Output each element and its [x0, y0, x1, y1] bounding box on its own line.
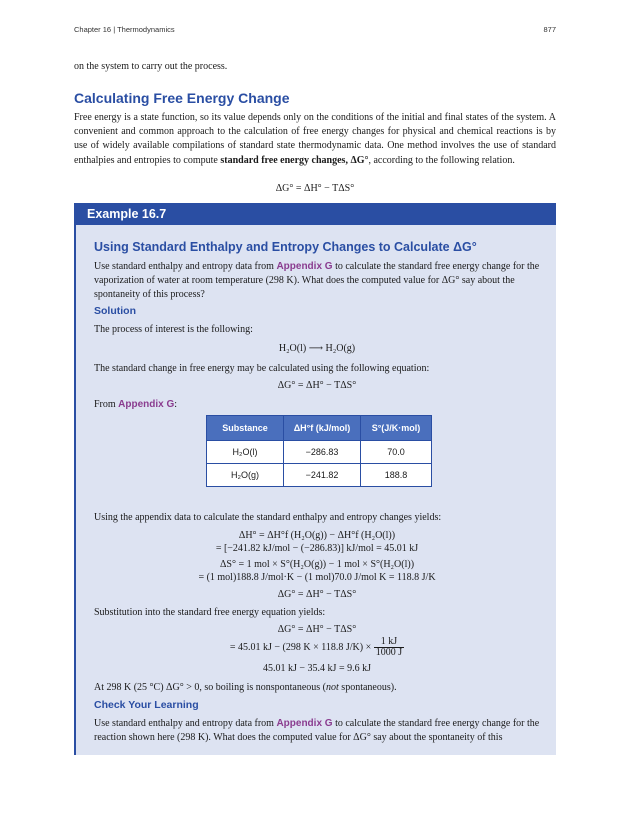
appendix-link[interactable]: Appendix G: [276, 718, 333, 729]
check-learning-heading: Check Your Learning: [94, 699, 199, 711]
table-cell: 70.0: [361, 441, 432, 464]
from-appendix-text: From Appendix G:: [94, 399, 178, 410]
example-title: Using Standard Enthalpy and Entropy Changes to Calculate ΔG°: [94, 240, 477, 254]
table-header: S°(J/K·mol): [361, 416, 432, 441]
appendix-link[interactable]: Appendix G: [276, 261, 333, 272]
calc-line: ΔG° = ΔH° − TΔS°: [277, 589, 357, 600]
thermo-data-table: [206, 415, 432, 487]
table-row: [207, 464, 432, 487]
reaction-equation: H₂O(l) ⟶ H₂O(g): [278, 343, 356, 354]
intro-paragraph: Free energy is a state function, so its value depends only on the conditions of the initial and final states of the system. A convenient and common approach to the calculation of free energy changes for physical and chemical reactions is by use of widely available compilations of standard state thermodynamic data. One method involves the use of standard enthalpies and entropies to compute standard free energy changes, ΔG°, according to the following relation.: [74, 112, 556, 166]
main-equation: ΔG° = ΔH° − TΔS°: [275, 183, 355, 194]
subst-line: ΔG° = ΔH° − TΔS°: [277, 624, 357, 635]
calc-line: ΔH° = ΔH°f (H₂O(g)) − ΔH°f (H₂O(l)): [238, 530, 396, 541]
calc-text: The standard change in free energy may be calculated using the following equation:: [94, 363, 430, 374]
chapter-label: Chapter 16 | Thermodynamics: [74, 25, 175, 34]
table-cell: H₂O(g): [207, 464, 284, 487]
table-cell: H₂O(l): [207, 441, 284, 464]
unit-fraction: $\frac{1 kJ}{1000 J}$: [375, 636, 403, 658]
calc-line: = [−241.82 kJ/mol − (−286.83)] kJ/mol = 45.01 kJ: [215, 543, 419, 554]
using-text: Using the appendix data to calculate the standard enthalpy and entropy changes yields:: [94, 512, 442, 523]
example-box: [74, 225, 556, 755]
page-number: 877: [543, 25, 556, 34]
table-cell: 188.8: [361, 464, 432, 487]
table-header: Substance: [207, 416, 284, 441]
table-header-row: [207, 416, 432, 441]
section-title: Calculating Free Energy Change: [74, 90, 290, 106]
table-cell: −286.83: [284, 441, 361, 464]
check-learning-text: Use standard enthalpy and entropy data from Appendix G to calculate the standard free energy change for the reaction shown here (298 K). What does the computed value for ΔG° say about the spontaneity of this: [94, 718, 540, 744]
lead-text: on the system to carry out the process.: [74, 61, 228, 72]
table-row: [207, 441, 432, 464]
appendix-link[interactable]: Appendix G: [118, 399, 175, 410]
subst-line-fraction: = 45.01 kJ − (298 K × 118.8 J/K) × $\frac{1 kJ}{1000 J}$: [229, 636, 403, 658]
table-header: ΔH°f (kJ/mol): [284, 416, 361, 441]
calc-line: ΔS° = 1 mol × S°(H₂O(g)) − 1 mol × S°(H₂O(l)): [219, 559, 415, 570]
process-text: The process of interest is the following:: [94, 324, 253, 335]
calc-line: = (1 mol)188.8 J/mol·K − (1 mol)70.0 J/mol K = 118.8 J/K: [198, 572, 436, 583]
table-cell: −241.82: [284, 464, 361, 487]
example-question: Use standard enthalpy and entropy data from Appendix G to calculate the standard free energy change for the vaporization of water at room temperature (298 K). What does the computed value for ΔG° say about the spontaneity of this process?: [94, 261, 540, 301]
substitution-text: Substitution into the standard free energy equation yields:: [94, 607, 326, 618]
intro-bold-term: standard free energy changes, ΔG°: [220, 154, 369, 166]
conclusion-text: At 298 K (25 °C) ΔG° > 0, so boiling is nonspontaneous (not spontaneous).: [94, 682, 397, 693]
example-header: Example 16.7: [74, 203, 556, 225]
page-header: [74, 25, 556, 34]
solution-heading: Solution: [94, 305, 136, 317]
free-energy-equation: ΔG° = ΔH° − TΔS°: [277, 380, 357, 391]
result-line: 45.01 kJ − 35.4 kJ = 9.6 kJ: [263, 663, 371, 674]
